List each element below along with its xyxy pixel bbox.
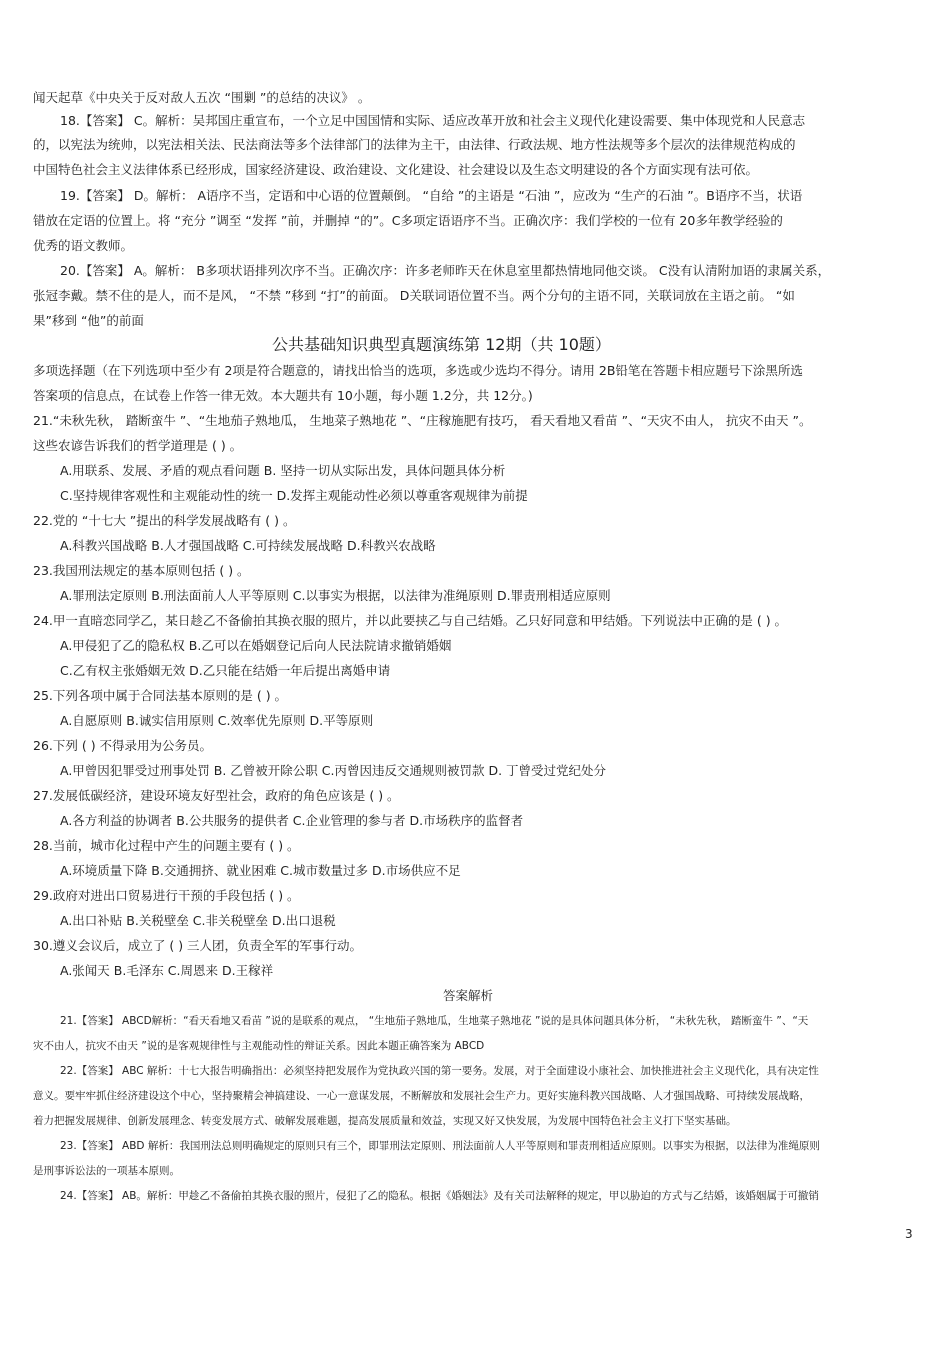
answer-line: 灾不由人，抗灾不由天 ”说的是客观规律性与主观能动性的辩证关系。因此本题正确答案为 ABCD bbox=[33, 1040, 485, 1052]
question-line: 29.政府对进出口贸易进行干预的手段包括 ( ) 。 bbox=[33, 888, 300, 903]
question-line: 这些农谚告诉我们的哲学道理是 ( ) 。 bbox=[33, 438, 243, 453]
section-instructions: 答案项的信息点，在试卷上作答一律无效。本大题共有 10小题，每小题 1.2分，共 12分。) bbox=[33, 388, 533, 403]
question-line: 27.发展低碳经济，建设环境友好型社会，政府的角色应该是 ( ) 。 bbox=[33, 788, 400, 803]
prev-answer-line: 优秀的语文教师。 bbox=[33, 238, 134, 253]
question-line: 24.甲一直暗恋同学乙，某日趁乙不备偷拍其换衣服的照片，并以此要挟乙与自己结婚。乙只好同意和甲结婚。下列说法中正确的是 ( ) 。 bbox=[33, 613, 788, 628]
question-line: 23.我国刑法规定的基本原则包括 ( ) 。 bbox=[33, 563, 250, 578]
answers-heading: 答案解析 bbox=[443, 988, 494, 1003]
option-line: A.罪刑法定原则 B.刑法面前人人平等原则 C.以事实为根据，以法律为准绳原则 D.罪责刑相适应原则 bbox=[60, 588, 611, 603]
question-line: 21.“未秋先秋， 踏断蛮牛 ”、“生地茄子熟地瓜， 生地菜子熟地花 ”、“庄稼施肥有技巧， 看天看地又看苗 ”、“天灾不由人， 抗灾不由天 ”。 bbox=[33, 413, 812, 428]
option-line: A.张闻天 B.毛泽东 C.周恩来 D.王稼祥 bbox=[60, 963, 274, 978]
prev-answer-line: 中国特色社会主义法律体系已经形成，国家经济建设、政治建设、文化建设、社会建设以及生态文明建设的各个方面实现有法可依。 bbox=[33, 162, 759, 177]
option-line: A.甲曾因犯罪受过刑事处罚 B. 乙曾被开除公职 C.丙曾因违反交通规则被罚款 D. 丁曾受过党纪处分 bbox=[60, 763, 607, 778]
answer-line: 24.【答案】 AB。解析：甲趁乙不备偷拍其换衣服的照片，侵犯了乙的隐私。根据《婚姻法》及有关司法解释的规定，甲以胁迫的方式与乙结婚，该婚姻属于可撤销 bbox=[60, 1190, 819, 1202]
question-line: 25.下列各项中属于合同法基本原则的是 ( ) 。 bbox=[33, 688, 288, 703]
prev-answer-line: 果”移到 “他”的前面 bbox=[33, 313, 144, 328]
option-line: A.自愿原则 B.诚实信用原则 C.效率优先原则 D.平等原则 bbox=[60, 713, 374, 728]
option-line: C.乙有权主张婚姻无效 D.乙只能在结婚一年后提出离婚申请 bbox=[60, 663, 391, 678]
option-line: A.各方利益的协调者 B.公共服务的提供者 C.企业管理的参与者 D.市场秩序的监督者 bbox=[60, 813, 524, 828]
page-number: 3 bbox=[905, 1227, 913, 1241]
question-line: 22.党的 “十七大 ”提出的科学发展战略有 ( ) 。 bbox=[33, 513, 296, 528]
option-line: A.科教兴国战略 B.人才强国战略 C.可持续发展战略 D.科教兴农战略 bbox=[60, 538, 436, 553]
answer-line: 23.【答案】 ABD 解析：我国刑法总则明确规定的原则只有三个，即罪刑法定原则、刑法面前人人平等原则和罪责刑相适应原则。以事实为根据，以法律为准绳原则 bbox=[60, 1140, 820, 1152]
answer-line: 22.【答案】 ABC 解析：十七大报告明确指出：必须坚持把发展作为党执政兴国的第一要务。发展，对于全面建设小康社会、加快推进社会主义现代化，具有决定性 bbox=[60, 1065, 819, 1077]
prev-answer-line: 18.【答案】 C。解析：吴邦国庄重宣布，一个立足中国国情和实际、适应改革开放和社会主义现代化建设需要、集中体现党和人民意志 bbox=[60, 113, 806, 128]
answer-line: 21.【答案】 ABCD解析：“看天看地又看苗 ”说的是联系的观点， “生地茄子熟地瓜，生地菜子熟地花 ”说的是具体问题具体分析， “未秋先秋， 踏断蛮牛 ”、“天 bbox=[60, 1015, 809, 1027]
option-line: C.坚持规律客观性和主观能动性的统一 D.发挥主观能动性必须以尊重客观规律为前提 bbox=[60, 488, 528, 503]
prev-answer-line: 张冠李戴。禁不住的是人，而不是风， “不禁 ”移到 “打”的前面。 D关联词语位置不当。两个分句的主语不同，关联词放在主语之前。 “如 bbox=[33, 288, 795, 303]
option-line: A.甲侵犯了乙的隐私权 B.乙可以在婚姻登记后向人民法院请求撤销婚姻 bbox=[60, 638, 452, 653]
prev-answer-line: 错放在定语的位置上。将 “充分 ”调至 “发挥 ”前，并删掉 “的”。C多项定语语序不当。正确次序：我们学校的一位有 20多年教学经验的 bbox=[33, 213, 783, 228]
prev-answer-line: 20.【答案】 A。解析： B多项状语排列次序不当。正确次序：许多老师昨天在休息室里都热情地同他交谈。 C没有认清附加语的隶属关系， bbox=[60, 263, 831, 278]
answer-line: 着力把握发展规律、创新发展理念、转变发展方式、破解发展难题，提高发展质量和效益，实现又好又快发展，为发展中国特色社会主义打下坚实基础。 bbox=[33, 1115, 737, 1127]
prev-answer-line: 的，以宪法为统帅，以宪法相关法、民法商法等多个法律部门的法律为主干，由法律、行政法规、地方性法规等多个层次的法律规范构成的 bbox=[33, 137, 796, 152]
option-line: A.用联系、发展、矛盾的观点看问题 B. 坚持一切从实际出发，具体问题具体分析 bbox=[60, 463, 506, 478]
option-line: A.出口补贴 B.关税壁垒 C.非关税壁垒 D.出口退税 bbox=[60, 913, 336, 928]
prev-answer-line: 19.【答案】 D。解析： A语序不当，定语和中心语的位置颠倒。 “自给 ”的主语是 “石油 ”，应改为 “生产的石油 ”。B语序不当，状语 bbox=[60, 188, 803, 203]
option-line: A.环境质量下降 B.交通拥挤、就业困难 C.城市数量过多 D.市场供应不足 bbox=[60, 863, 461, 878]
question-line: 28.当前，城市化过程中产生的问题主要有 ( ) 。 bbox=[33, 838, 300, 853]
answer-line: 是刑事诉讼法的一项基本原则。 bbox=[33, 1165, 180, 1177]
prev-answer-line: 闻天起草《中央关于反对敌人五次 “围剿 ”的总结的决议》 。 bbox=[33, 90, 371, 105]
section-instructions: 多项选择题（在下列选项中至少有 2项是符合题意的，请找出恰当的选项，多选或少选均不得分。请用 2B铅笔在答题卡相应题号下涂黑所选 bbox=[33, 363, 803, 378]
question-line: 26.下列 ( ) 不得录用为公务员。 bbox=[33, 738, 213, 753]
question-line: 30.遵义会议后，成立了 ( ) 三人团，负责全军的军事行动。 bbox=[33, 938, 363, 953]
answer-line: 意义。要牢牢抓住经济建设这个中心，坚持聚精会神搞建设、一心一意谋发展，不断解放和发展社会生产力。更好实施科教兴国战略、人才强国战略、可持续发展战略， bbox=[33, 1090, 810, 1102]
section-title: 公共基础知识典型真题演练第 12期（共 10题） bbox=[272, 335, 611, 354]
